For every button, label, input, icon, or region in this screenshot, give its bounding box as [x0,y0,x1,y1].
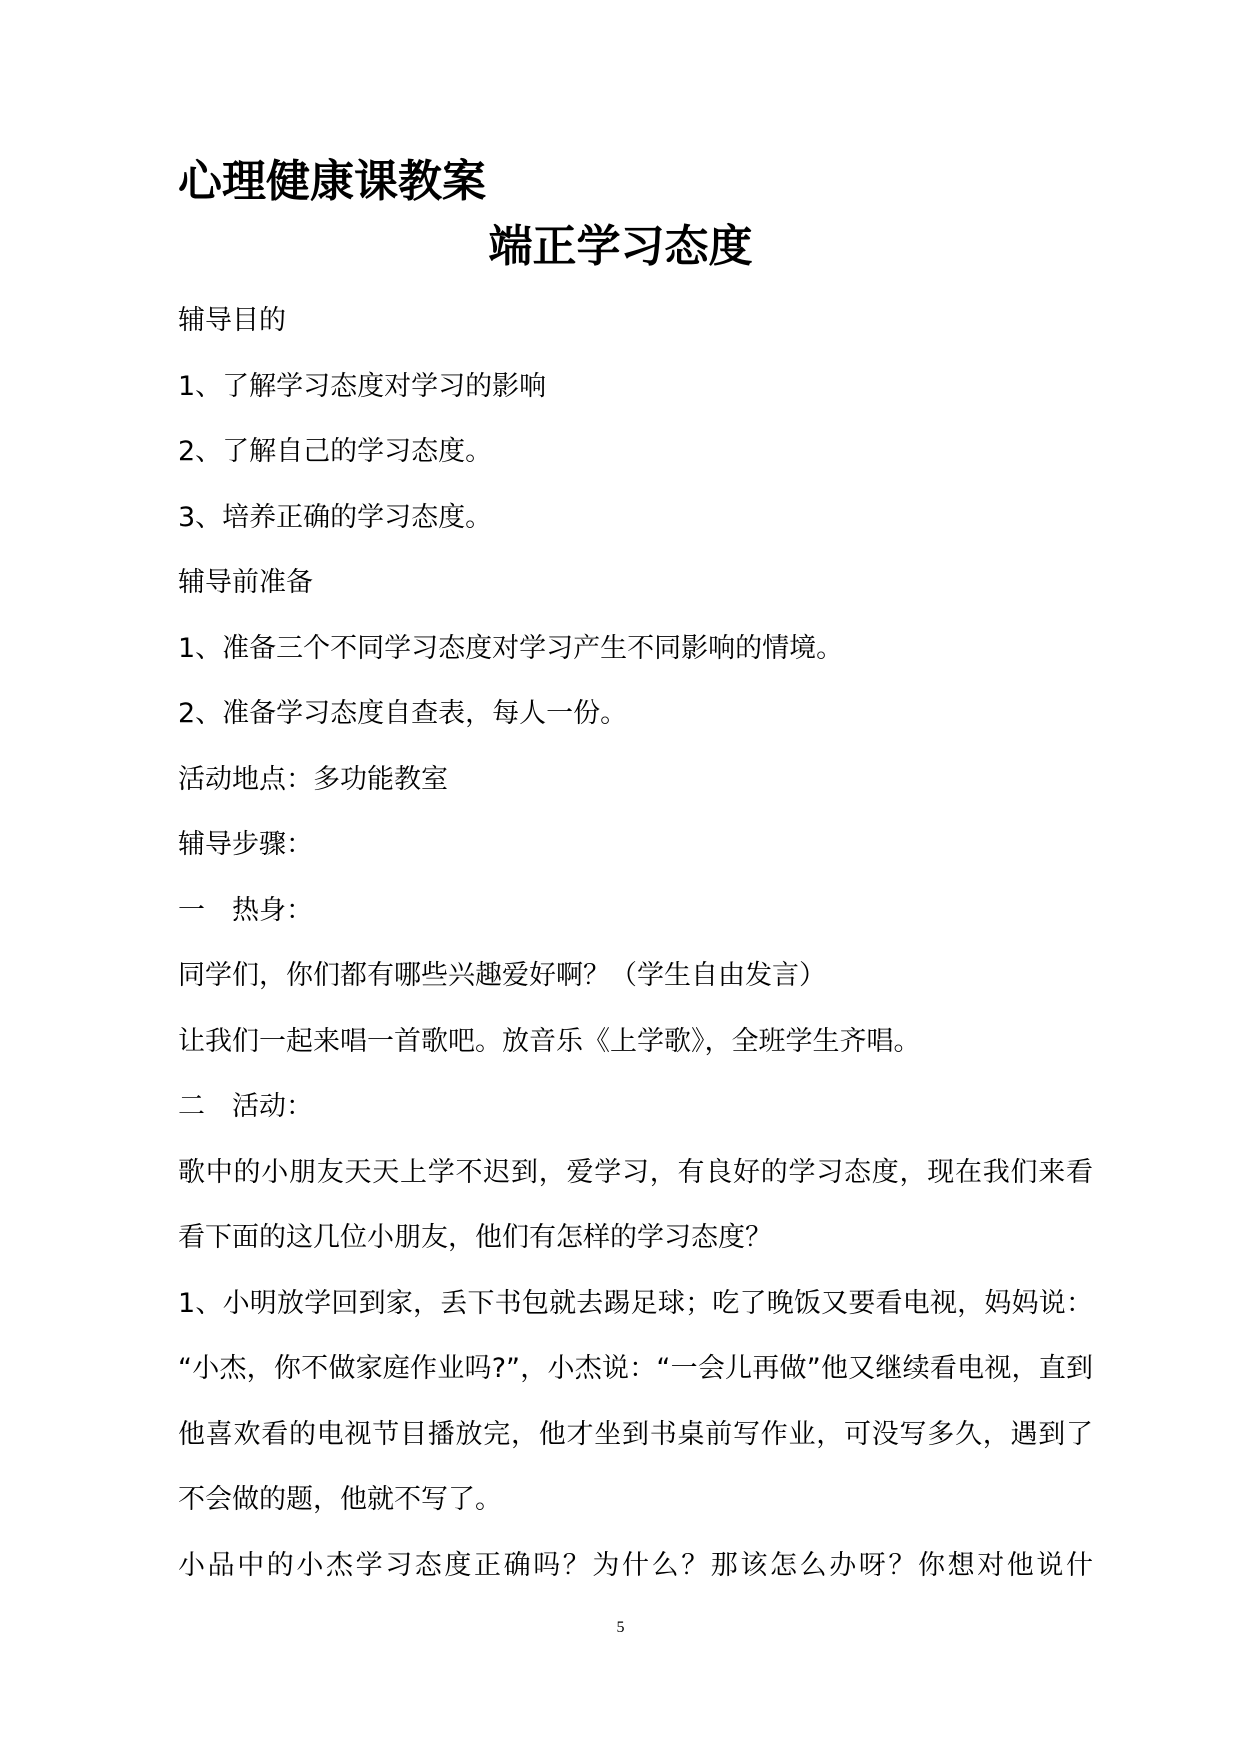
heading-steps: 辅导步骤： [178,829,313,860]
document-title: 心理健康课教案 [178,156,486,207]
heading-guidance-goals: 辅导目的 [178,305,286,336]
warmup-question: 同学们，你们都有哪些兴趣爱好啊？（学生自由发言） [178,960,826,991]
heading-preparation: 辅导前准备 [178,567,313,598]
document-body [178,288,1093,1598]
preparation-item-1: 1、准备三个不同学习态度对学习产生不同影响的情境。 [178,632,844,664]
step-2-activity: 二 活动： [178,1091,313,1122]
preparation-item-2: 2、准备学习态度自查表，每人一份。 [178,698,628,729]
page-number: 5 [616,1619,625,1636]
activity-intro-paragraph: 歌中的小朋友天天上学不迟到，爱学习，有良好的学习态度，现在我们来看看下面的这几位小朋友，他们有怎样的学习态度？ [178,1156,1093,1253]
document-subtitle: 端正学习态度 [488,221,753,272]
scenario-1-paragraph: 1、小明放学回到家，丢下书包就去踢足球；吃了晚饭又要看电视，妈妈说：“小杰，你不做家庭作业吗?”，小杰说：“一会儿再做”他又继续看电视，直到他喜欢看的电视节目播放完，他才坐到书桌前写作业，可没写多久，遇到了不会做的题，他就不写了。 [178,1287,1093,1515]
goal-item-1: 1、了解学习态度对学习的影响 [178,370,547,402]
goal-item-2: 2、了解自己的学习态度。 [178,436,493,467]
activity-location: 活动地点：多功能教室 [178,763,448,795]
scenario-1-question: 小品中的小杰学习态度正确吗？为什么？那该怎么办呀？你想对他说什 [178,1549,1093,1581]
warmup-song: 让我们一起来唱一首歌吧。放音乐《上学歌》，全班学生齐唱。 [178,1025,921,1057]
goal-item-3: 3、培养正确的学习态度。 [178,501,493,533]
step-1-warmup: 一 热身： [178,894,313,926]
